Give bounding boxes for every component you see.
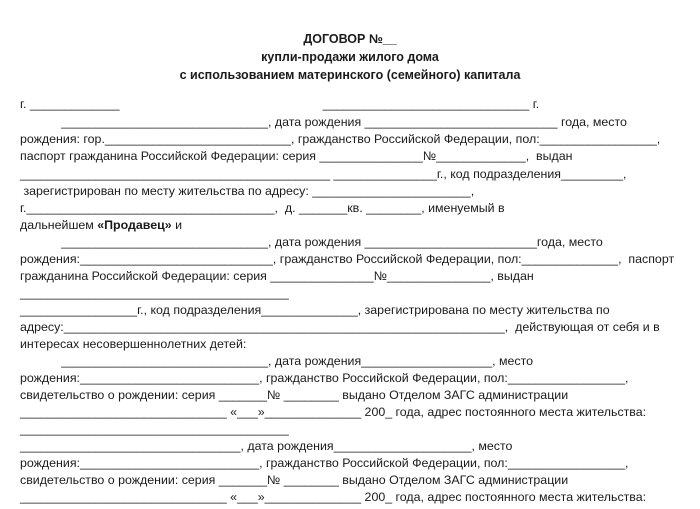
body-line-child2-name: ________________________________, дата рождения____________________, место xyxy=(20,439,513,453)
body-line-child2-issued: ______________________________ «___»______________ 200_ года, адрес постоянного места жительства: xyxy=(20,490,647,504)
body-line-buyer-name: ______________________________, дата рождения _________________________года, место xyxy=(20,235,603,249)
body-line-seller-birth: рождения: гор.___________________________, гражданство Российской Федерации, пол:_________________, xyxy=(20,132,661,146)
body-line-child1-name: ______________________________, дата рождения___________________, место xyxy=(20,354,534,368)
document-title-block xyxy=(0,30,700,84)
contract-subtitle-capital: с использованием материнского (семейного) капитала xyxy=(179,68,521,82)
body-line-child2-certificate: свидетельство о рождении: серия _______№ ________ выдано Отделом ЗАГС администрации xyxy=(20,473,569,487)
body-line-buyer-address: адресу:________________________________________________________________, действующая от себя и в xyxy=(20,320,660,334)
contract-title: ДОГОВОР №__ xyxy=(303,32,397,46)
body-line-child1-issued: ______________________________ «___»______________ 200_ года, адрес постоянного места жительства: xyxy=(20,405,647,419)
body-line-buyer-code: _________________г., код подразделения______________, зарегистрирована по месту жительства по xyxy=(20,303,610,317)
body-line-buyer-birth: рождения:____________________________, гражданство Российской Федерации, пол:______________, паспорт xyxy=(20,252,675,266)
seller-intro: дальнейшем xyxy=(20,218,98,232)
contract-subtitle: купли-продажи жилого дома xyxy=(261,50,439,64)
body-line-buyer-passport: гражданина Российской Федерации: серия _______________№_______________, выдан xyxy=(20,269,534,283)
body-line-seller-issued: _____________________________________________ _______________г., код подразделения_________, xyxy=(20,167,627,181)
body-line-buyer-issued-blank: _______________________________________ xyxy=(20,286,289,300)
body-line-seller-label xyxy=(20,217,182,233)
body-line-seller-name: ______________________________, дата рождения ____________________________ года, место xyxy=(20,115,627,129)
body-line-seller-passport: паспорт гражданина Российской Федерации: серия _______________№_____________, выдан xyxy=(20,149,573,163)
body-line-seller-address: г.____________________________________, д. _______кв. ________, именуемый в xyxy=(20,201,505,215)
body-line-child2-birth: рождения:__________________________, гражданство Российской Федерации, пол:_________________, xyxy=(20,456,629,470)
body-line-child1-birth: рождения:__________________________, гражданство Российской Федерации, пол:_________________, xyxy=(20,371,629,385)
body-line-child1-residence: _______________________________________ xyxy=(20,422,289,436)
body-line-children-intro: интересах несовершеннолетних детей: xyxy=(20,337,247,351)
body-line-city: г. _____________ ______________________________ г. xyxy=(20,97,540,111)
seller-role-label: «Продавец» xyxy=(97,218,172,232)
body-line-seller-registered: зарегистрирован по месту жительства по адресу: _______________________, xyxy=(20,184,475,198)
seller-suffix: и xyxy=(171,218,183,232)
body-line-child1-certificate: свидетельство о рождении: серия _______№ ________ выдано Отделом ЗАГС администрации xyxy=(20,388,569,402)
